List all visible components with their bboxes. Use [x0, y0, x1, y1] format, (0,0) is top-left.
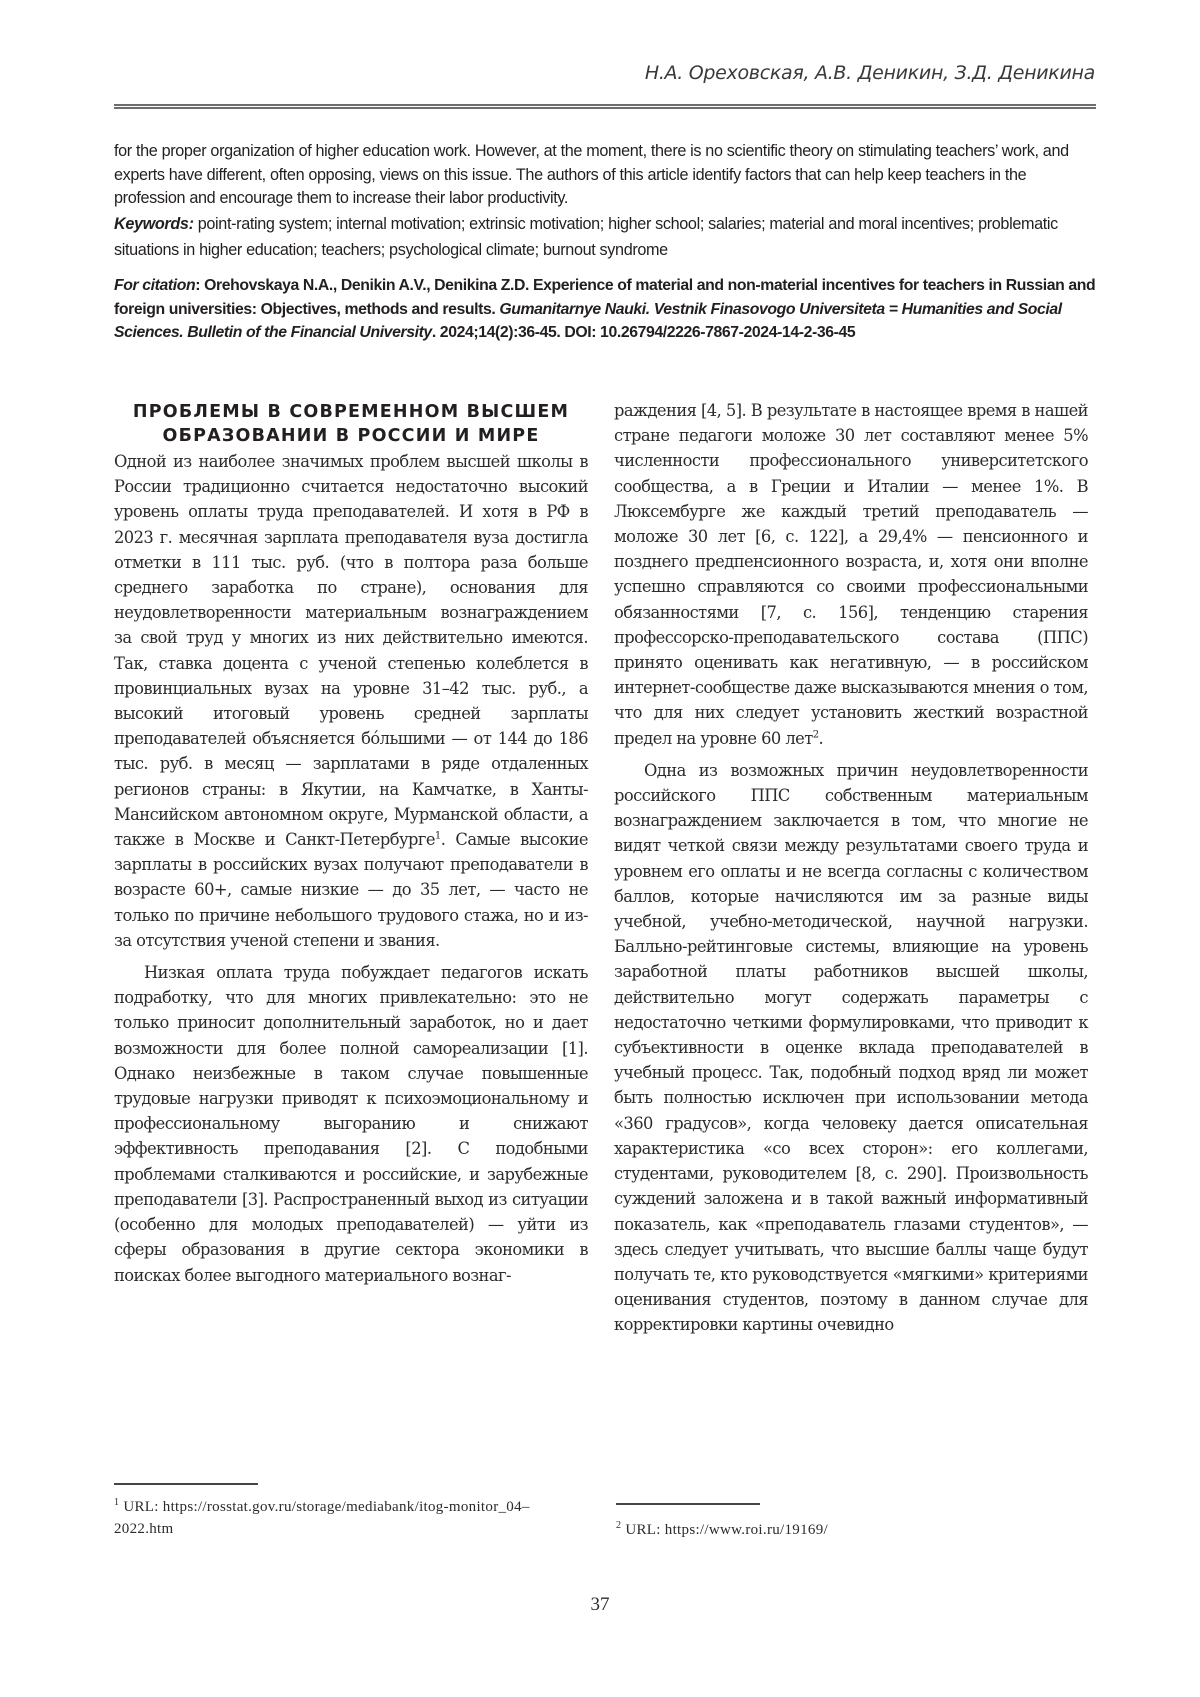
citation-block [114, 274, 1100, 345]
right-p1-text-a: раждения [4, 5]. В результате в настоящее время в нашей стране педагоги моложе 30 лет составляют менее 5% численности профессионального университетского сообщества, а в Греции и Италии — менее 1%. В Люксембурге же каждый третий преподаватель — моложе 30 лет [6, с. 122], а 29,4% — пенсионного и позднего предпенсионного возраста, и, хотя они вполне успешно справляются со своими профессиональными обязанностями [7, с. 156], тенденцию старения профессорско-преподавательского состава (ППС) принято оценивать как негативную, — в российском интернет-сообществе даже высказываются мнения о том, что для них следует установить жесткий возрастной предел на уровне 60 лет [614, 401, 1088, 748]
section-title: ПРОБЛЕМЫ В СОВРЕМЕННОМ ВЫСШЕМ ОБРАЗОВАНИИ В РОССИИ И МИРЕ [132, 402, 570, 446]
footnote-1 [114, 1496, 584, 1540]
left-p1-text-b: . Самые высокие зарплаты в российских вузах получают преподаватели в возрасте 60+, самые низкие — до 35 лет, — часто не только по причине небольшого трудового стажа, но и из-за отсутствия ученой степени и звания. [114, 830, 588, 950]
citation-label: For citation [114, 277, 196, 294]
abstract-text: for the proper organization of higher education work. However, at the moment, there is no scientific theory on stimulating teachers’ work, and experts have different, often opposing, views on this issue. The authors of this article identify factors that can help keep teachers in the profession and encourage them to increase their labor productivity. [114, 142, 1069, 207]
left-paragraph-2: Низкая оплата труда побуждает педагогов искать подработку, что для многих привлекательно: это не только приносит дополнительный заработок, но и дает возможности для более полной самореализации [1]. Однако неизбежные в таком случае повышенные трудовые нагрузки приводят к психоэмоциональному и профессиональному выгоранию и снижают эффективность преподавания [2]. С подобными проблемами сталкиваются и российские, и зарубежные преподаватели [3]. Распространенный выход из ситуации (особенно для молодых преподавателей) — уйти из сферы образования в другие сектора экономики в поисках более выгодного материального вознаг- [114, 963, 588, 1285]
right-column [614, 398, 1088, 1345]
right-paragraph-2: Одна из возможных причин неудовлетворенности российского ППС собственным материальным вознаграждением заключается в том, что многие не видят четкой связи между результатами своего труда и уровнем его оплаты и не всегда согласны с количеством баллов, которые начисляются им за разные виды учебной, учебно-методической, научной нагрузки. Балльно-рейтинговые системы, влияющие на уровень заработной платы работников высшей школы, действительно могут содержать параметры с недостаточно четкими формулировками, что приводит к субъективности в оценке вклада преподавателей в учебный процесс. Так, подобный подход вряд ли может быть полностью исключен при использовании метода «360 градусов», когда человеку дается описательная характеристика «со всех сторон»: его коллегами, студентами, руководителем [8, с. 290]. Произвольность суждений заложена и в такой важный информативный показатель, как «преподаватель глазами студентов», — здесь следует учитывать, что высшие баллы чаще будут получать те, кто руководствуется «мягкими» критериями оценивания студентов, поэтому в данном случае для корректировки картины очевидно [614, 760, 1088, 1335]
footnote-2-mark: 2 [616, 1520, 622, 1531]
footnote-1-text[interactable]: URL: https://rosstat.gov.ru/storage/mediabank/itog-monitor_04–2022.htm [114, 1499, 530, 1537]
footnote-ref-1[interactable]: 1 [434, 830, 441, 842]
running-header-authors: Н.А. Ореховская, А.В. Деникин, З.Д. Деникина [644, 62, 1095, 84]
keywords [114, 211, 1094, 263]
footnote-ref-2[interactable]: 2 [812, 729, 819, 741]
citation-journal: Gumanitarnye Nauki. Vestnik Finasovogo Universiteta = Humanities and Social Sciences. Bulletin of the Financial University [114, 300, 1062, 341]
abstract-block [114, 140, 1094, 263]
keywords-list: point-rating system; internal motivation; extrinsic motivation; higher school; salaries; material and moral incentives; problematic situations in higher education; teachers; psychological climate; burnout syndrome [114, 214, 1058, 259]
footnote-rule-left [114, 1483, 258, 1485]
right-paragraph-1 [614, 398, 1088, 751]
keywords-label: Keywords: [114, 214, 194, 233]
citation-authors-title: : Orehovskaya N.A., Denikin A.V., Denikina Z.D. Experience of material and non-material incentives for teachers in Russian and foreign universities: Objectives, methods and results. [114, 277, 1096, 318]
citation-details: . 2024;14(2):36-45. DOI: 10.26794/2226-7867-2024-14-2-36-45 [431, 324, 856, 341]
footnote-rule-right [616, 1503, 760, 1505]
footnote-2-text[interactable]: URL: https://www.roi.ru/19169/ [621, 1522, 828, 1538]
left-p1-text-a: Одной из наиболее значимых проблем высшей школы в России традиционно считается недостаточно высокий уровень оплаты труда преподавателей. И хотя в РФ в 2023 г. месячная зарплата преподавателя вуза достигла отметки в 111 тыс. руб. (что в полтора раза больше среднего заработка по стране), основания для неудовлетворенности материальным вознаграждением за свой труд у многих из них действительно имеются. Так, ставка доцента с ученой степенью колеблется в провинциальных вузах на уровне 31–42 тыс. руб., а высокий итоговый уровень средней зарплаты преподавателей объясняется бóльшими — от 144 до 186 тыс. руб. в месяц — зарплатами в ряде отдаленных регионов страны: в Якутии, на Камчатке, в Ханты-Мансийском автономном округе, Мурманской области, а также в Москве и Санкт-Петербурге [114, 452, 588, 850]
footnote-2 [616, 1519, 1086, 1541]
left-column [114, 400, 588, 1295]
right-p1-text-b: . [818, 728, 824, 748]
page-number: 37 [590, 1594, 610, 1615]
header-double-rule [114, 104, 1096, 109]
footnote-1-mark: 1 [114, 1497, 120, 1508]
left-paragraph-1 [114, 449, 588, 953]
